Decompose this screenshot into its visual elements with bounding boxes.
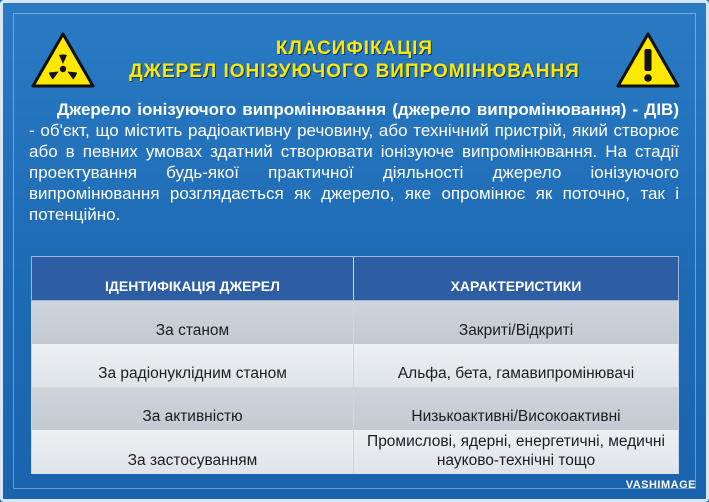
table-row [31,430,679,474]
title-line-1: КЛАСИФІКАЦІЯ [275,38,434,59]
row-characteristics: Низькоактивні/Високоактивні [411,408,621,425]
classification-table [31,256,679,472]
row-characteristics: Промислові, ядерні, енергетичні, медичні науково-технічні тощо [367,433,665,469]
row-identification: За радіонуклідним станом [32,344,354,387]
row-identification: За активністю [32,387,354,430]
table-row [31,387,679,430]
row-identification: За застосуванням [32,430,354,474]
intro-paragraph [29,99,679,225]
table-header [31,256,679,301]
intro-lead: Джерело іонізуючого випромінювання (джерело випромінювання) - ДІВ) [57,100,679,119]
row-characteristics: Закриті/Відкриті [458,322,574,339]
header-identification: ІДЕНТИФІКАЦІЯ ДЖЕРЕЛ [32,257,354,300]
title-line-2: ДЖЕРЕЛ ІОНІЗУЮЧОГО ВИПРОМІНЮВАННЯ [129,61,580,82]
exclamation-warning-icon [615,31,681,89]
intro-text: - об'єкт, що містить радіоактивну речовину, або технічний пристрій, який створює або в певних умовах здатний створювати іонізуюче випромінювання. На стадії проектування будь-якої практичної діяльності джерело іонізуючого випромінювання розглядається як джерело, яке опромінює як поточно, так і потенційно. [29,121,679,224]
row-characteristics: Альфа, бета, гамавипромінювачі [397,365,635,382]
radiation-warning-icon [30,31,96,89]
table-row [31,344,679,387]
page-title [93,37,616,83]
row-identification: За станом [32,301,354,344]
header-characteristics: ХАРАКТЕРИСТИКИ [450,278,582,294]
watermark: VASHIMAGE [625,479,696,491]
table-row [31,301,679,344]
